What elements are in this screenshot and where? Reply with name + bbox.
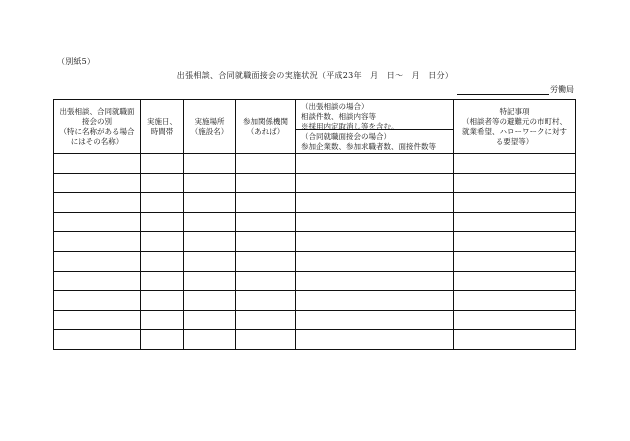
cell-special-notes[interactable] bbox=[454, 330, 576, 350]
header-line: （出張相談の場合） bbox=[301, 102, 369, 111]
cell-venue[interactable] bbox=[184, 193, 236, 213]
header-line: ※採用内定取消し等を含む。 bbox=[301, 122, 399, 131]
header-line: （合同就職面接会の場合） bbox=[301, 132, 391, 141]
header-venue bbox=[184, 100, 236, 154]
labour-bureau-blank-line[interactable] bbox=[457, 86, 549, 95]
cell-venue[interactable] bbox=[184, 310, 236, 330]
cell-venue[interactable] bbox=[184, 154, 236, 174]
header-line: る要望等） bbox=[495, 136, 534, 146]
header-event-type bbox=[54, 100, 141, 154]
table-row bbox=[54, 154, 576, 174]
table-body bbox=[54, 154, 576, 350]
header-line: 実施日、 bbox=[147, 116, 177, 126]
cell-date-time[interactable] bbox=[141, 330, 184, 350]
header-date-time bbox=[141, 100, 184, 154]
header-line: 時間帯 bbox=[150, 126, 174, 136]
cell-results[interactable] bbox=[296, 154, 454, 174]
cell-special-notes[interactable] bbox=[454, 212, 576, 232]
cell-venue[interactable] bbox=[184, 291, 236, 311]
header-participating-agencies bbox=[236, 100, 296, 154]
header-line: 相談件数、相談内容等 bbox=[301, 112, 376, 121]
cell-special-notes[interactable] bbox=[454, 154, 576, 174]
cell-venue[interactable] bbox=[184, 271, 236, 291]
header-line: 参加関係機関 bbox=[243, 116, 288, 126]
header-special-notes bbox=[454, 100, 576, 154]
cell-venue[interactable] bbox=[184, 212, 236, 232]
cell-event-type[interactable] bbox=[54, 173, 141, 193]
cell-date-time[interactable] bbox=[141, 212, 184, 232]
header-line: 接会の別 bbox=[82, 116, 112, 126]
header-line: （特に名称がある場合 bbox=[59, 126, 135, 136]
cell-event-type[interactable] bbox=[54, 193, 141, 213]
cell-results[interactable] bbox=[296, 212, 454, 232]
header-row bbox=[54, 100, 576, 154]
cell-agencies[interactable] bbox=[236, 173, 296, 193]
table-row bbox=[54, 193, 576, 213]
cell-agencies[interactable] bbox=[236, 330, 296, 350]
cell-agencies[interactable] bbox=[236, 154, 296, 174]
cell-date-time[interactable] bbox=[141, 291, 184, 311]
header-line: 実施場所 bbox=[194, 116, 225, 126]
cell-date-time[interactable] bbox=[141, 232, 184, 252]
table-row bbox=[54, 271, 576, 291]
cell-agencies[interactable] bbox=[236, 251, 296, 271]
cell-event-type[interactable] bbox=[54, 271, 141, 291]
cell-results[interactable] bbox=[296, 271, 454, 291]
header-line: （施設名） bbox=[190, 126, 229, 136]
cell-special-notes[interactable] bbox=[454, 173, 576, 193]
cell-results[interactable] bbox=[296, 232, 454, 252]
cell-agencies[interactable] bbox=[236, 291, 296, 311]
cell-special-notes[interactable] bbox=[454, 232, 576, 252]
cell-agencies[interactable] bbox=[236, 271, 296, 291]
table-row bbox=[54, 232, 576, 252]
header-line: 就業希望、ハローワークに対す bbox=[462, 126, 567, 136]
status-report-table bbox=[53, 99, 576, 350]
table-row bbox=[54, 291, 576, 311]
labour-bureau-field bbox=[457, 84, 574, 95]
cell-event-type[interactable] bbox=[54, 251, 141, 271]
cell-date-time[interactable] bbox=[141, 154, 184, 174]
header-line: 特記事項 bbox=[499, 106, 530, 116]
table-row bbox=[54, 173, 576, 193]
cell-date-time[interactable] bbox=[141, 193, 184, 213]
labour-bureau-suffix: 労働局 bbox=[550, 85, 574, 94]
cell-event-type[interactable] bbox=[54, 310, 141, 330]
cell-agencies[interactable] bbox=[236, 232, 296, 252]
table-row bbox=[54, 330, 576, 350]
table-row bbox=[54, 212, 576, 232]
header-job-fair-results bbox=[296, 130, 453, 153]
header-line: （あれば） bbox=[246, 126, 285, 136]
cell-results[interactable] bbox=[296, 330, 454, 350]
cell-event-type[interactable] bbox=[54, 154, 141, 174]
cell-venue[interactable] bbox=[184, 251, 236, 271]
cell-special-notes[interactable] bbox=[454, 271, 576, 291]
table-row bbox=[54, 310, 576, 330]
cell-special-notes[interactable] bbox=[454, 251, 576, 271]
cell-date-time[interactable] bbox=[141, 271, 184, 291]
cell-special-notes[interactable] bbox=[454, 291, 576, 311]
cell-date-time[interactable] bbox=[141, 251, 184, 271]
cell-agencies[interactable] bbox=[236, 193, 296, 213]
cell-date-time[interactable] bbox=[141, 310, 184, 330]
cell-event-type[interactable] bbox=[54, 232, 141, 252]
cell-event-type[interactable] bbox=[54, 212, 141, 232]
cell-date-time[interactable] bbox=[141, 173, 184, 193]
cell-results[interactable] bbox=[296, 173, 454, 193]
header-line: （相談者等の避難元の市町村、 bbox=[462, 116, 567, 126]
cell-agencies[interactable] bbox=[236, 310, 296, 330]
cell-agencies[interactable] bbox=[236, 212, 296, 232]
header-consultation-results bbox=[296, 100, 453, 130]
cell-results[interactable] bbox=[296, 251, 454, 271]
cell-results[interactable] bbox=[296, 193, 454, 213]
header-line: にはその名称） bbox=[70, 136, 124, 146]
annex-label: （別紙5） bbox=[57, 57, 96, 66]
cell-special-notes[interactable] bbox=[454, 310, 576, 330]
cell-results[interactable] bbox=[296, 310, 454, 330]
cell-special-notes[interactable] bbox=[454, 193, 576, 213]
cell-venue[interactable] bbox=[184, 330, 236, 350]
header-line: 参加企業数、参加求職者数、面接件数等 bbox=[301, 142, 436, 151]
document-title: 出張相談、合同就職面接会の実施状況（平成23年 月 日～ 月 日分） bbox=[176, 71, 454, 80]
cell-results[interactable] bbox=[296, 291, 454, 311]
table-row bbox=[54, 251, 576, 271]
cell-venue[interactable] bbox=[184, 173, 236, 193]
cell-event-type[interactable] bbox=[54, 291, 141, 311]
cell-venue[interactable] bbox=[184, 232, 236, 252]
cell-event-type[interactable] bbox=[54, 330, 141, 350]
header-results bbox=[296, 100, 454, 154]
header-line: 出張相談、合同就職面 bbox=[59, 106, 135, 116]
